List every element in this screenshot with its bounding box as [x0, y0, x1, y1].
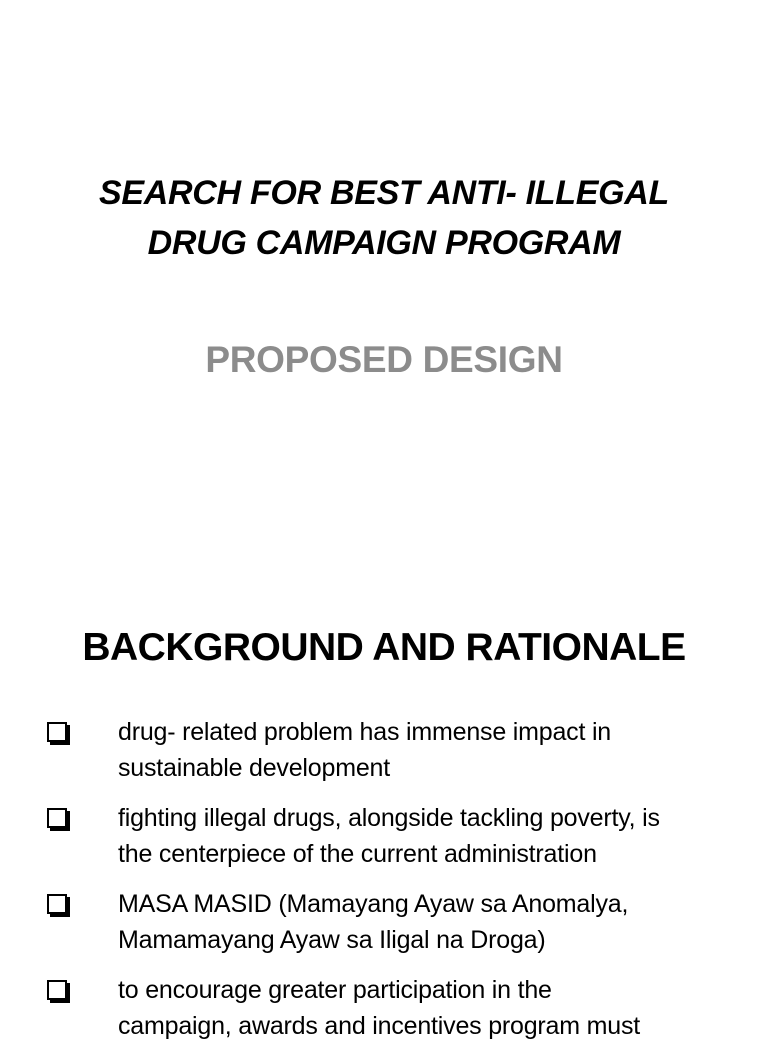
section-heading: BACKGROUND AND RATIONALE — [82, 626, 686, 669]
bullet-text-line: Mamamayang Ayaw sa Iligal na Droga) — [118, 926, 546, 954]
bullet-item — [0, 886, 768, 958]
bullet-text-line: sustainable development — [118, 754, 390, 782]
slide-title — [0, 168, 768, 268]
slide-subtitle: PROPOSED DESIGN — [205, 339, 563, 380]
checkbox-icon — [47, 894, 67, 914]
bullet-text-line: MASA MASID (Mamayang Ayaw sa Anomalya, — [118, 890, 629, 918]
bullet-item — [0, 972, 768, 1044]
slide-title-line-2: DRUG CAMPAIGN PROGRAM — [147, 224, 621, 262]
bullet-text-line: drug- related problem has immense impact in — [118, 718, 612, 746]
background-slide — [0, 576, 768, 1040]
bullet-list — [0, 714, 768, 1058]
bullet-item — [0, 800, 768, 872]
bullet-text-line: campaign, awards and incentives program must — [118, 1012, 641, 1040]
bullet-text-line: fighting illegal drugs, alongside tackling poverty, is — [118, 804, 660, 832]
checkbox-icon — [47, 980, 67, 1000]
checkbox-icon — [47, 808, 67, 828]
bullet-text-line: the centerpiece of the current administration — [118, 840, 597, 868]
bullet-text-line: to encourage greater participation in the — [118, 976, 552, 1004]
bullet-item — [0, 714, 768, 786]
checkbox-icon — [47, 722, 67, 742]
slide-title-line-1: SEARCH FOR BEST ANTI- ILLEGAL — [99, 174, 669, 212]
